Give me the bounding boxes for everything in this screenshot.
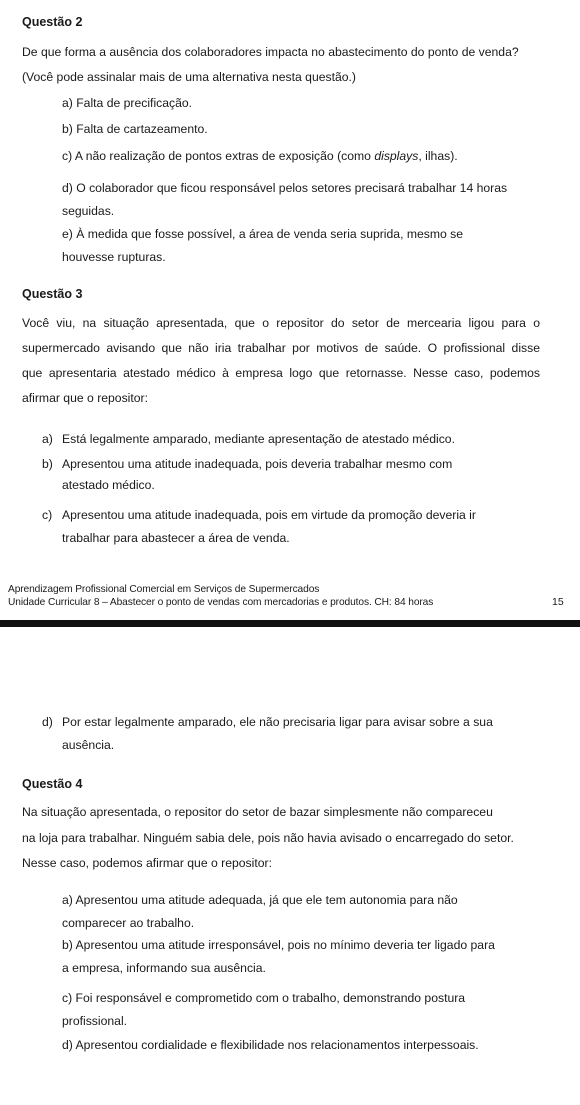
question-2-note: (Você pode assinalar mais de uma alternativa nesta questão.) bbox=[22, 70, 356, 84]
question-3-option-c-line1: Apresentou uma atitude inadequada, pois em virtude da promoção deveria ir bbox=[62, 508, 476, 522]
question-2-option-e-line2: houvesse rupturas. bbox=[62, 250, 166, 264]
question-2-prompt: De que forma a ausência dos colaboradores impacta no abastecimento do ponto de venda? bbox=[22, 45, 519, 59]
question-4-option-b-line2: a empresa, informando sua ausência. bbox=[62, 961, 266, 975]
question-2-option-d-line2: seguidas. bbox=[62, 204, 115, 218]
question-2-option-b: b) Falta de cartazeamento. bbox=[62, 122, 208, 136]
question-3-title: Questão 3 bbox=[22, 287, 83, 301]
footer-page-number: 15 bbox=[552, 596, 564, 608]
document-page-bottom bbox=[0, 627, 580, 1105]
question-3-option-c-label: c) bbox=[42, 508, 53, 522]
question-4-option-a-line1: a) Apresentou uma atitude adequada, já que ele tem autonomia para não bbox=[62, 893, 458, 907]
question-3-option-d-label: d) bbox=[42, 715, 53, 729]
question-3-paragraph-line1: Você viu, na situação apresentada, que o repositor do setor de mercearia ligou para o bbox=[22, 316, 540, 330]
question-4-option-c-line1: c) Foi responsável e comprometido com o trabalho, demonstrando postura bbox=[62, 991, 466, 1005]
question-4-option-c-line2: profissional. bbox=[62, 1014, 128, 1028]
footer-course-title: Aprendizagem Profissional Comercial em Serviços de Supermercados bbox=[8, 584, 320, 595]
question-4-title: Questão 4 bbox=[22, 777, 83, 791]
question-4-option-a-line2: comparecer ao trabalho. bbox=[62, 916, 195, 930]
question-2-option-e-line1: e) À medida que fosse possível, a área de venda seria suprida, mesmo se bbox=[62, 227, 464, 241]
question-3-option-a-label: a) bbox=[42, 432, 53, 446]
question-3-option-b-label: b) bbox=[42, 457, 53, 471]
footer-unit-description: Unidade Curricular 8 – Abastecer o ponto de vendas com mercadorias e produtos. CH: 84 horas bbox=[8, 597, 434, 608]
question-3-option-b-line2: atestado médico. bbox=[62, 478, 155, 492]
question-4-paragraph-line1: Na situação apresentada, o repositor do setor de bazar simplesmente não compareceu bbox=[22, 805, 493, 819]
question-3-option-d-line1: Por estar legalmente amparado, ele não precisaria ligar para avisar sobre a sua bbox=[62, 715, 493, 729]
question-2-option-c-end: , ilhas). bbox=[418, 149, 458, 163]
question-2-option-c-text: c) A não realização de pontos extras de exposição (como bbox=[62, 149, 375, 163]
question-2-option-c-italic: displays bbox=[374, 149, 419, 163]
question-3-paragraph-line2: supermercado avisando que não iria trabalhar por motivos de saúde. O profissional disse bbox=[22, 341, 540, 355]
question-4-option-b-line1: b) Apresentou uma atitude irresponsável, pois no mínimo deveria ter ligado para bbox=[62, 938, 495, 952]
question-3-option-d-line2: ausência. bbox=[62, 738, 115, 752]
question-2-title: Questão 2 bbox=[22, 15, 83, 29]
page-separator bbox=[0, 620, 580, 627]
question-2-option-d-line1: d) O colaborador que ficou responsável pelos setores precisará trabalhar 14 horas bbox=[62, 181, 508, 195]
question-4-paragraph-line2: na loja para trabalhar. Ninguém sabia dele, pois não havia avisado o encarregado do setor. bbox=[22, 831, 514, 845]
question-3-paragraph-line3: que apresentaria atestado médico à empresa logo que retornasse. Nesse caso, podemos bbox=[22, 366, 540, 380]
question-2-option-a: a) Falta de precificação. bbox=[62, 96, 193, 110]
question-2-option-c bbox=[62, 148, 458, 164]
question-3-option-a: Está legalmente amparado, mediante apresentação de atestado médico. bbox=[62, 432, 455, 446]
question-3-option-c-line2: trabalhar para abastecer a área de venda. bbox=[62, 531, 290, 545]
question-4-paragraph-line3: Nesse caso, podemos afirmar que o repositor: bbox=[22, 856, 272, 870]
question-3-option-b-line1: Apresentou uma atitude inadequada, pois deveria trabalhar mesmo com bbox=[62, 457, 453, 471]
question-3-paragraph-line4: afirmar que o repositor: bbox=[22, 391, 148, 405]
question-4-option-d: d) Apresentou cordialidade e flexibilidade nos relacionamentos interpessoais. bbox=[62, 1038, 479, 1052]
